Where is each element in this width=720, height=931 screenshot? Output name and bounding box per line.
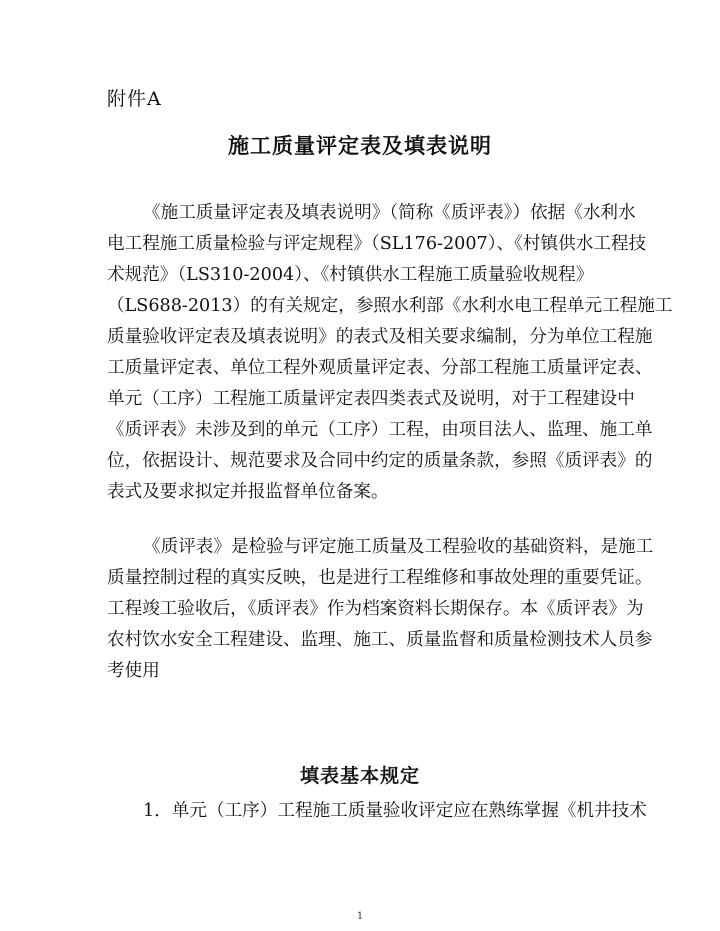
paragraph-line: 工程竣工验收后，《质评表》作为档案资料长期保存。本《质评表》为 <box>107 599 644 619</box>
paragraph-line: 质量控制过程的真实反映，也是进行工程维修和事故处理的重要凭证。 <box>107 568 653 588</box>
paragraph-line: 考使用 <box>107 661 160 681</box>
paragraph-line: 《质评表》未涉及到的单元（工序）工程，由项目法人、监理、施工单 <box>107 420 653 440</box>
paragraph-line: 农村饮水安全工程建设、监理、施工、质量监督和质量检测技术人员参 <box>107 630 653 650</box>
paragraph-line: 工质量评定表、单位工程外观质量评定表、分部工程施工质量评定表、 <box>107 358 653 378</box>
annex-label: 附件A <box>107 88 162 110</box>
intro-paragraph <box>107 198 673 508</box>
document-title: 施工质量评定表及填表说明 <box>228 133 492 158</box>
paragraph-line: 表式及要求拟定并报监督单位备案。 <box>107 482 389 502</box>
paragraph-line: （LS688-2013）的有关规定，参照水利部《水利水电工程单元工程施工 <box>107 296 673 316</box>
rule-item: 1．单元（工序）工程施工质量验收评定应在熟练掌握《机井技术 <box>143 801 647 821</box>
paragraph-line: 位，依据设计、规范要求及合同中约定的质量条款，参照《质评表》的 <box>107 451 653 471</box>
paragraph-line: 《施工质量评定表及填表说明》（简称《质评表》）依据《水利水 <box>143 203 636 223</box>
section-title: 填表基本规定 <box>299 765 420 787</box>
paragraph-line: 单元（工序）工程施工质量评定表四类表式及说明，对于工程建设中 <box>107 389 635 409</box>
paragraph-line: 术规范》（LS310-2004）、《村镇供水工程施工质量验收规程》 <box>107 265 594 285</box>
page-number: 1 <box>356 911 364 922</box>
usage-paragraph <box>107 532 654 687</box>
paragraph-line: 电工程施工质量检验与评定规程》（SL176-2007）、《村镇供水工程技 <box>107 234 647 254</box>
paragraph-line: 《质评表》是检验与评定施工质量及工程验收的基础资料，是施工 <box>143 537 654 557</box>
paragraph-line: 质量验收评定表及填表说明》的表式及相关要求编制，分为单位工程施 <box>107 327 653 347</box>
